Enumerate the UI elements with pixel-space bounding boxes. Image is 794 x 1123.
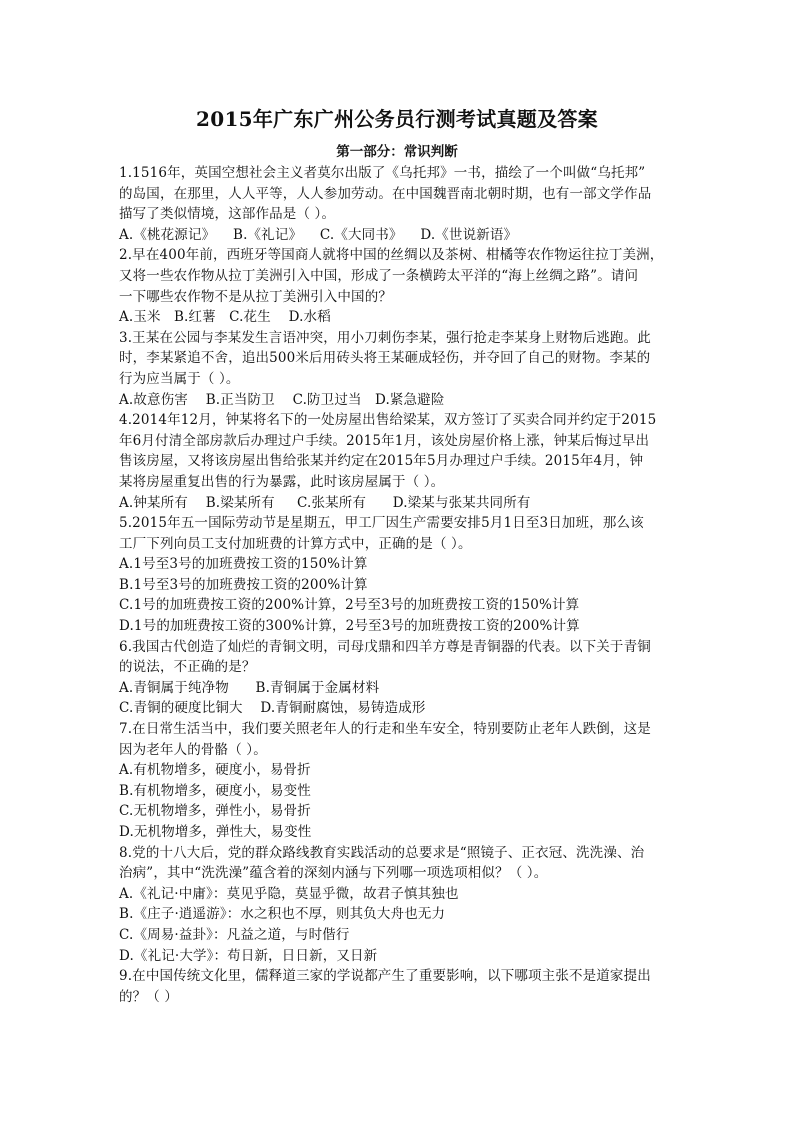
document-body [119,163,675,1007]
question-4-line-1: 4.2014年12月，钟某将名下的一处房屋出售给梁某，双方签订了买卖合同并约定于2015 [119,412,657,429]
question-7-option-a: A.有机物增多，硬度小，易骨折 [119,762,311,779]
question-7-option-d: D.无机物增多，弹性大，易变性 [119,824,312,840]
question-4-options: A.钟某所有 B.梁某所有 C.张某所有 D.梁某与张某共同所有 [119,494,531,511]
document-title: 2015年广东广州公务员行测考试真题及答案 [196,107,598,131]
question-1-line-2: 的岛国，在那里，人人平等，人人参加劳动。在中国魏晋南北朝时期，也有一部文学作品 [119,185,652,202]
question-8-option-a: A.《礼记·中庸》：莫见乎隐，莫显乎微，故君子慎其独也 [119,885,459,902]
question-5-option-a: A.1号至3号的加班费按工资的150%计算 [119,556,368,573]
question-4-line-4: 某将房屋重复出售的行为暴露，此时该房屋属于（ ）。 [119,473,445,490]
question-4-line-3: 售该房屋，又将该房屋出售给张某并约定在2015年5月办理过户手续。2015年4月，钟 [119,453,644,470]
question-7-option-b: B.有机物增多，硬度小，易变性 [119,782,311,799]
question-3-line-2: 时，李某紧追不舍，追出500米后用砖头将王某砸成轻伤，并夺回了自己的财物。李某的 [119,350,651,367]
question-5-line-1: 5.2015年五一国际劳动节是星期五，甲工厂因生产需要安排5月1日至3日加班，那么该 [119,515,644,532]
question-9-line-1: 9.在中国传统文化里，儒释道三家的学说都产生了重要影响，以下哪项主张不是道家提出 [119,968,651,985]
question-3-options: A.故意伤害 B.正当防卫 C.防卫过当 D.紧急避险 [119,391,445,408]
question-7-line-2: 因为老年人的骨骼（ ）。 [119,741,267,758]
question-2-line-3: 一下哪些农作物不是从拉丁美洲引入中国的？ [119,288,392,305]
question-1-options: A.《桃花源记》 B.《礼记》 C.《大同书》 D.《世说新语》 [119,226,518,243]
question-6-line-2: 的说法，不正确的是？ [119,659,256,676]
question-9-line-2: 的？（ ） [119,988,179,1005]
question-1-line-1: 1.1516年，英国空想社会主义者莫尔出版了《乌托邦》一书，描绘了一个叫做“乌托邦” [119,165,646,181]
question-3-line-3: 行为应当属于（ ）。 [119,370,240,387]
question-7-line-1: 7.在日常生活当中，我们要关照老年人的行走和坐车安全，特别要防止老年人跌倒，这是 [119,721,651,738]
section-heading: 第一部分：常识判断 [336,144,458,160]
question-6-line-1: 6.我国古代创造了灿烂的青铜文明，司母戊鼎和四羊方尊是青铜器的代表。以下关于青铜 [119,638,651,655]
question-5-line-2: 工厂下列向员工支付加班费的计算方式中，正确的是（ ）。 [119,535,472,552]
question-8-option-d: D.《礼记·大学》：苟日新，日日新，又日新 [119,947,378,964]
question-7-option-c: C.无机物增多，弹性小，易骨折 [119,803,311,820]
question-2-options: A.玉米 B.红薯 C.花生 D.水稻 [119,309,331,326]
question-8-option-c: C.《周易·益卦》：凡益之道，与时偕行 [119,926,350,943]
question-3-line-1: 3.王某在公园与李某发生言语冲突，用小刀刺伤李某，强行抢走李某身上财物后逃跑。此 [119,329,651,346]
question-8-line-1: 8.党的十八大后，党的群众路线教育实践活动的总要求是“照镜子、正衣冠、洗洗澡、治 [119,844,645,861]
document-page [119,100,675,1007]
question-8-option-b: B.《庄子·逍遥游》：水之积也不厚，则其负大舟也无力 [119,906,446,923]
question-5-option-d: D.1号的加班费按工资的300%计算，2号至3号的加班费按工资的200%计算 [119,618,580,635]
question-6-options-ab: A.青铜属于纯净物 B.青铜属于金属材料 [119,679,380,696]
question-6-options-cd: C.青铜的硬度比铜大 D.青铜耐腐蚀，易铸造成形 [119,700,426,717]
question-1-line-3: 描写了类似情境，这部作品是（ ）。 [119,206,336,223]
question-8-line-2: 治病”，其中“洗洗澡”蕴含着的深刻内涵与下列哪一项选项相似？（ ）。 [119,865,548,882]
question-2-line-1: 2.早在400年前，西班牙等国商人就将中国的丝绸以及茶树、柑橘等农作物运往拉丁美洲， [119,247,664,264]
question-2-line-2: 又将一些农作物从拉丁美洲引入中国，形成了一条横跨太平洋的“海上丝绸之路”。请问 [119,267,639,284]
question-4-line-2: 年6月付清全部房款后办理过户手续。2015年1月，该处房屋价格上涨，钟某后悔过早出 [119,432,650,449]
question-5-option-b: B.1号至3号的加班费按工资的200%计算 [119,576,368,593]
question-5-option-c: C.1号的加班费按工资的200%计算，2号至3号的加班费按工资的150%计算 [119,597,580,614]
